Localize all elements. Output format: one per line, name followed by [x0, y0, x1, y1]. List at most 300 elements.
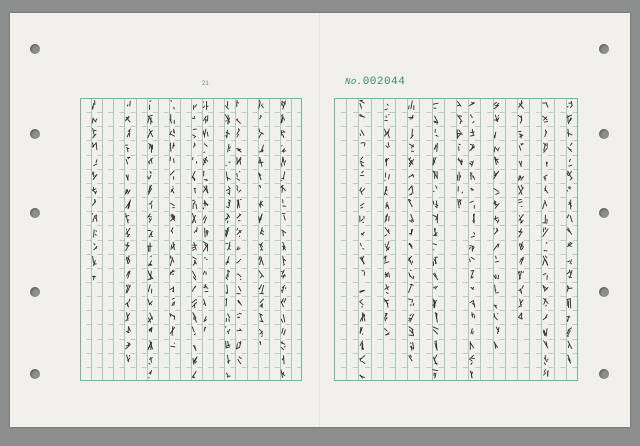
ink-right-glyph [385, 214, 389, 222]
ink-right-glyph [519, 199, 523, 206]
ink-right-glyph [409, 327, 414, 336]
ink-right-glyph [568, 355, 571, 363]
ink-left-glyph [192, 213, 196, 223]
ink-right-glyph [520, 257, 524, 264]
ink-right-glyph [545, 186, 548, 193]
ink-right-glyph [494, 275, 499, 279]
ink-left-glyph [281, 315, 285, 322]
manuscript-grid-right [334, 98, 578, 381]
ink-right-glyph [409, 270, 414, 279]
ink-left-glyph [149, 327, 152, 332]
ink-left-glyph [282, 214, 285, 220]
ink-left-glyph [203, 101, 208, 109]
ink-left-glyph [203, 216, 206, 223]
ink-left-glyph [170, 129, 175, 136]
ink-left-glyph [237, 313, 241, 317]
ink-right-glyph [409, 229, 412, 235]
ink-left-glyph [149, 358, 152, 365]
ink-left-glyph [204, 284, 208, 291]
ink-left-glyph [126, 116, 130, 122]
ink-left-glyph [260, 342, 261, 345]
ink-right-glyph [568, 143, 572, 151]
ink-right-glyph [360, 130, 364, 135]
ink-left-glyph [226, 200, 230, 208]
ink-left-glyph [260, 115, 262, 119]
ink-right-glyph [544, 355, 548, 364]
ink-left-glyph [261, 228, 264, 235]
ink-left-glyph [93, 199, 96, 205]
ink-left-glyph [194, 143, 195, 147]
ink-left-glyph [282, 328, 286, 335]
ink-right-glyph [544, 175, 547, 180]
ink-left-glyph [282, 101, 286, 109]
binder-hole-right-5 [599, 369, 609, 379]
ink-right-glyph [567, 129, 571, 136]
document-number-digits: 002044 [362, 76, 406, 88]
ink-left-glyph [93, 276, 96, 280]
ink-left-glyph [226, 172, 230, 181]
binder-hole-left-2 [30, 129, 40, 139]
ink-left-glyph [170, 114, 174, 123]
binder-hole-left-5 [30, 369, 40, 379]
ink-right-glyph [409, 101, 414, 110]
ink-right-glyph [518, 313, 522, 319]
ink-left-glyph [204, 299, 206, 305]
ink-left-glyph [148, 271, 153, 280]
ink-right-glyph [360, 243, 364, 249]
ink-right-glyph [471, 188, 474, 190]
ink-right-glyph [472, 313, 475, 318]
ink-right-glyph [360, 327, 363, 334]
ink-right-glyph [494, 216, 499, 223]
ink-right-glyph [519, 143, 523, 150]
ink-right-glyph [435, 341, 437, 350]
ink-right-glyph [384, 299, 389, 307]
ink-left-glyph [148, 130, 153, 138]
ink-right-glyph [409, 314, 414, 322]
manuscript-grid-left [80, 98, 302, 381]
binder-hole-right-2 [599, 129, 609, 139]
ink-right-glyph [385, 173, 390, 181]
ink-left-glyph [171, 343, 175, 347]
ink-right-glyph [385, 104, 388, 110]
ink-left-glyph [237, 286, 241, 293]
ink-left-glyph [170, 256, 174, 266]
ink-left-glyph [148, 299, 153, 305]
ink-right-glyph [494, 189, 499, 195]
ink-left-glyph [193, 313, 197, 322]
ink-left-glyph [126, 327, 130, 333]
ink-left-glyph [225, 327, 229, 334]
ink-left-glyph [237, 214, 241, 221]
ink-right-glyph [433, 273, 438, 280]
ink-right-glyph [495, 285, 499, 293]
ink-left-glyph [226, 314, 230, 322]
ink-right-glyph [458, 158, 463, 165]
ink-right-glyph [360, 356, 365, 364]
ink-right-glyph [543, 103, 548, 107]
binder-hole-right-3 [599, 208, 609, 218]
ink-left-glyph [93, 256, 96, 265]
ink-right-glyph [494, 115, 499, 122]
ink-left-glyph [283, 256, 286, 265]
ink-left-glyph [127, 129, 130, 137]
ink-right-glyph [410, 342, 413, 350]
ink-left-glyph [259, 157, 263, 166]
ink-left-glyph [148, 214, 152, 222]
ink-left-glyph [192, 171, 195, 180]
ink-right-glyph [433, 171, 438, 178]
ink-left-glyph [259, 201, 263, 207]
ink-left-glyph [281, 370, 285, 378]
ink-left-glyph [171, 228, 173, 233]
ink-right-glyph [360, 157, 364, 166]
ink-left-glyph [259, 214, 262, 223]
ink-right-glyph [435, 129, 438, 136]
ink-right-glyph [433, 201, 438, 208]
ink-left-glyph [171, 101, 174, 109]
ink-right-glyph [470, 115, 474, 123]
ink-right-glyph [567, 215, 572, 222]
ink-right-glyph [494, 147, 499, 152]
page-fold [319, 13, 321, 427]
ink-left-glyph [148, 185, 151, 194]
ink-left-glyph [283, 242, 286, 250]
ink-right-glyph [470, 201, 474, 208]
ink-left-glyph [226, 187, 230, 195]
ink-left-glyph [259, 256, 264, 265]
ink-right-glyph [567, 328, 571, 336]
ink-left-glyph [149, 201, 152, 208]
ink-left-glyph [192, 116, 194, 118]
ink-left-glyph [92, 213, 97, 221]
ink-left-glyph [203, 186, 208, 193]
ink-left-glyph [149, 143, 153, 152]
ink-left-glyph [282, 356, 284, 364]
ink-right-glyph [470, 245, 474, 251]
ink-left-glyph [126, 200, 131, 209]
ink-left-glyph [125, 189, 130, 194]
ink-right-glyph [494, 342, 498, 348]
ink-right-glyph [546, 162, 547, 166]
ink-right-glyph [433, 244, 436, 250]
ink-left-glyph [281, 185, 286, 192]
ink-left-glyph [204, 258, 207, 260]
ink-right-glyph [433, 157, 436, 165]
ink-left-glyph [281, 270, 285, 278]
ink-right-glyph [411, 129, 413, 138]
ink-left-glyph [260, 314, 264, 322]
ink-left-glyph [92, 143, 97, 150]
ink-right-glyph [543, 315, 547, 320]
ink-right-glyph [433, 286, 437, 289]
ink-right-glyph [568, 341, 572, 349]
ink-left-glyph [281, 298, 286, 306]
ink-right-glyph [386, 158, 389, 165]
ink-left-glyph [170, 270, 174, 274]
page-tick-label: 21 [202, 81, 209, 87]
ink-left-glyph [237, 119, 241, 123]
ink-left-glyph [204, 327, 206, 331]
ink-left-glyph [281, 157, 285, 166]
ink-right-glyph [360, 114, 365, 117]
ink-left-glyph [203, 129, 208, 137]
ink-right-glyph [567, 115, 572, 124]
ink-left-glyph [203, 242, 208, 252]
ink-left-glyph [93, 101, 95, 110]
ink-right-glyph [362, 271, 365, 276]
ink-left-glyph [203, 116, 207, 123]
ink-left-glyph [126, 145, 129, 152]
ink-left-glyph [126, 228, 130, 236]
ink-left-glyph [148, 115, 153, 124]
ink-right-glyph [494, 228, 498, 234]
ink-right-glyph [433, 355, 437, 365]
ink-right-glyph [409, 174, 414, 177]
ink-right-glyph [434, 228, 437, 236]
ink-right-glyph [518, 115, 522, 123]
ink-right-glyph [360, 100, 364, 108]
ink-right-glyph [433, 103, 438, 108]
ink-right-glyph [384, 129, 389, 138]
ink-right-glyph [518, 176, 523, 181]
ink-left-glyph [127, 271, 130, 278]
ink-right-glyph [458, 187, 463, 193]
ink-left-glyph [126, 299, 130, 307]
ink-left-glyph [170, 143, 174, 152]
ink-right-glyph [470, 342, 474, 350]
manuscript-sheet [10, 13, 630, 427]
ink-right-glyph [568, 242, 573, 246]
ink-left-glyph [204, 171, 208, 181]
ink-right-glyph [386, 202, 389, 208]
ink-left-glyph [92, 187, 96, 194]
ink-left-glyph [170, 313, 175, 319]
ink-left-glyph [259, 173, 261, 180]
ink-right-glyph [494, 102, 499, 108]
ink-right-glyph [543, 329, 547, 336]
ink-left-glyph [126, 242, 130, 250]
binder-hole-left-1 [30, 44, 40, 54]
ink-left-glyph [194, 188, 196, 193]
ink-left-glyph [148, 313, 152, 322]
ink-left-glyph [192, 299, 197, 308]
ink-right-glyph [360, 171, 363, 175]
ink-right-glyph [433, 214, 438, 223]
ink-right-glyph [433, 257, 437, 266]
ink-right-glyph [495, 132, 496, 138]
ink-right-glyph [435, 313, 437, 323]
ink-left-glyph [170, 327, 174, 336]
ink-left-glyph [281, 131, 285, 138]
ink-left-glyph [171, 186, 174, 193]
ink-right-glyph [519, 229, 523, 237]
ink-right-glyph [569, 159, 572, 166]
ink-right-glyph [385, 313, 387, 321]
ink-left-glyph [94, 230, 97, 237]
ink-left-glyph [127, 101, 130, 106]
ink-right-glyph [470, 102, 475, 105]
ink-right-glyph [409, 243, 412, 248]
ink-right-glyph [543, 273, 547, 279]
ink-right-glyph [384, 329, 389, 336]
ink-right-glyph [543, 215, 547, 223]
ink-left-glyph [226, 341, 230, 348]
ink-right-glyph [458, 199, 462, 207]
ink-right-glyph [409, 158, 414, 167]
ink-left-glyph [94, 160, 97, 166]
ink-right-glyph [567, 270, 572, 278]
ink-right-glyph [494, 314, 498, 320]
ink-left-glyph [204, 144, 207, 153]
ink-right-glyph [408, 299, 413, 306]
ink-right-glyph [567, 316, 570, 321]
ink-right-glyph [494, 171, 499, 178]
ink-left-glyph [193, 200, 197, 209]
ink-left-glyph [127, 355, 130, 362]
ink-right-glyph [544, 242, 547, 251]
ink-right-glyph [519, 100, 524, 108]
ink-right-glyph [384, 256, 389, 263]
ink-right-glyph [471, 287, 474, 289]
ink-right-glyph [473, 214, 475, 223]
ink-right-glyph [518, 271, 523, 279]
document-number [345, 76, 405, 88]
ink-left-glyph [94, 244, 97, 250]
ink-right-glyph [470, 257, 475, 261]
ink-left-glyph [259, 186, 260, 188]
ink-left-glyph [282, 285, 286, 292]
binder-hole-left-3 [30, 208, 40, 218]
ink-left-glyph [259, 329, 262, 336]
ink-left-glyph [194, 345, 196, 350]
ink-left-glyph [226, 130, 230, 138]
ink-right-glyph [385, 115, 389, 121]
ink-right-glyph [408, 256, 412, 264]
ink-left-glyph [126, 175, 128, 180]
ink-right-glyph [543, 116, 548, 122]
ink-left-glyph [259, 285, 264, 294]
ink-left-glyph [93, 128, 96, 137]
document-number-prefix: No. [345, 77, 363, 87]
handwriting-left [80, 98, 302, 381]
ink-right-glyph [360, 300, 364, 308]
ink-left-glyph [225, 228, 229, 237]
ink-right-glyph [471, 329, 473, 334]
ink-left-glyph [149, 370, 152, 377]
ink-right-glyph [433, 327, 438, 334]
ink-right-glyph [519, 215, 523, 223]
ink-right-glyph [569, 200, 572, 209]
ink-left-glyph [204, 317, 206, 322]
handwriting-right [334, 98, 578, 381]
ink-right-glyph [470, 371, 472, 378]
ink-left-glyph [148, 172, 151, 179]
ink-left-glyph [238, 357, 241, 364]
ink-right-glyph [410, 214, 414, 222]
ink-left-glyph [93, 172, 97, 180]
ink-right-glyph [471, 270, 474, 278]
ink-left-glyph [193, 271, 196, 280]
ink-left-glyph [92, 118, 97, 123]
ink-left-glyph [226, 162, 230, 166]
ink-right-glyph [457, 130, 462, 138]
ink-left-glyph [205, 228, 208, 237]
ink-right-glyph [496, 327, 499, 333]
ink-left-glyph [170, 171, 174, 179]
ink-right-glyph [385, 228, 390, 236]
ink-left-glyph [226, 270, 230, 279]
ink-right-glyph [568, 260, 572, 264]
ink-right-glyph [519, 131, 523, 138]
ink-left-glyph [171, 214, 175, 221]
ink-left-glyph [281, 342, 285, 350]
ink-left-glyph [148, 285, 151, 293]
ink-left-glyph [193, 257, 197, 265]
ink-left-glyph [203, 201, 208, 209]
ink-right-glyph [457, 172, 460, 180]
ink-left-glyph [228, 144, 231, 151]
binder-hole-right-1 [599, 44, 609, 54]
ink-left-glyph [237, 199, 241, 208]
ink-left-glyph [237, 329, 241, 331]
ink-left-glyph [193, 105, 196, 110]
ink-left-glyph [148, 230, 153, 237]
ink-left-glyph [238, 300, 242, 305]
ink-right-glyph [543, 256, 548, 265]
binder-hole-left-4 [30, 287, 40, 297]
ink-right-glyph [360, 188, 365, 195]
ink-left-glyph [237, 247, 240, 250]
ink-left-glyph [259, 145, 263, 152]
ink-left-glyph [281, 115, 284, 123]
ink-left-glyph [126, 256, 130, 264]
ink-left-glyph [193, 129, 197, 138]
ink-left-glyph [260, 243, 263, 251]
ink-right-glyph [470, 129, 474, 136]
ink-left-glyph [170, 287, 173, 292]
ink-left-glyph [237, 148, 241, 152]
ink-left-glyph [282, 230, 286, 236]
ink-left-glyph [150, 101, 151, 110]
ink-right-glyph [544, 370, 548, 377]
ink-left-glyph [192, 242, 196, 250]
ink-right-glyph [361, 232, 364, 235]
ink-left-glyph [171, 242, 175, 250]
ink-right-glyph [408, 199, 412, 206]
ink-right-glyph [434, 116, 438, 124]
ink-right-glyph [360, 290, 365, 292]
ink-right-glyph [409, 144, 413, 151]
ink-left-glyph [259, 129, 264, 138]
ink-left-glyph [148, 256, 152, 266]
ink-right-glyph [544, 143, 548, 152]
ink-right-glyph [385, 242, 389, 251]
ink-left-glyph [192, 371, 196, 377]
ink-right-glyph [567, 187, 571, 191]
ink-right-glyph [519, 242, 523, 250]
ink-left-glyph [172, 298, 175, 305]
ink-right-glyph [471, 232, 475, 237]
ink-right-glyph [543, 201, 547, 209]
ink-right-glyph [360, 256, 364, 264]
ink-left-glyph [282, 146, 286, 153]
ink-right-glyph [494, 201, 499, 209]
ink-left-glyph [237, 129, 240, 137]
ink-left-glyph [203, 271, 206, 274]
ink-right-glyph [409, 116, 413, 119]
ink-right-glyph [434, 143, 437, 151]
